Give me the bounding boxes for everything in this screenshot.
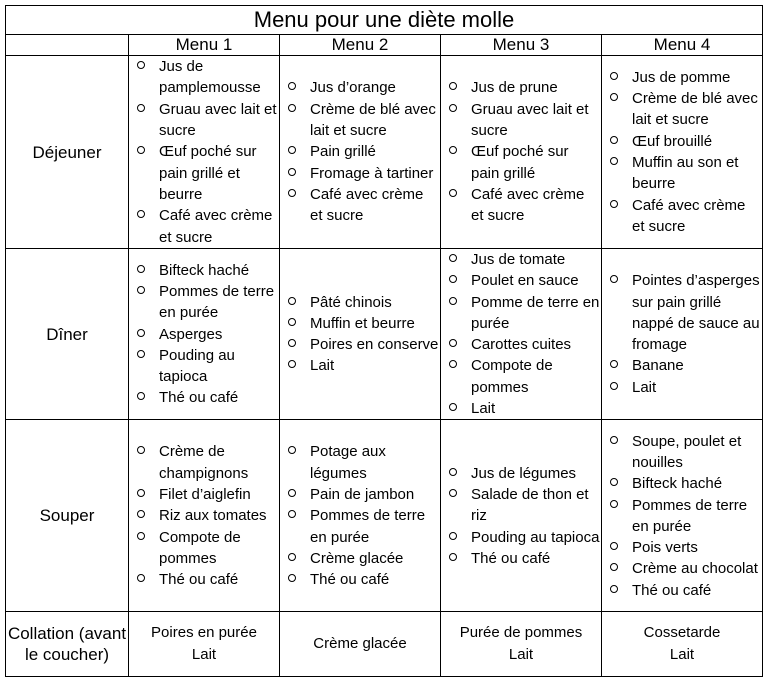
menu-item-list: [602, 67, 762, 237]
list-item: [280, 163, 440, 184]
menu-cell: [280, 420, 441, 612]
menu-cell: [602, 420, 763, 612]
collation-cell: [129, 612, 280, 677]
list-item: [280, 569, 440, 590]
list-item: [129, 387, 279, 408]
menu-item-text: Poulet en sauce: [471, 272, 579, 290]
collation-cell: [280, 612, 441, 677]
menu-item-list: [441, 463, 601, 569]
circle-bullet-icon: [137, 532, 145, 540]
list-item: [441, 463, 601, 484]
circle-bullet-icon: [137, 392, 145, 400]
menu-item-list: [602, 431, 762, 601]
circle-bullet-icon: [610, 436, 618, 444]
circle-bullet-icon: [610, 382, 618, 390]
circle-bullet-icon: [137, 61, 145, 69]
meal-label: Souper: [6, 420, 129, 612]
list-item: [441, 99, 601, 142]
menu-item-text: Lait: [632, 378, 657, 396]
list-item: [441, 355, 601, 398]
circle-bullet-icon: [449, 360, 457, 368]
meal-label: Dîner: [6, 249, 129, 420]
list-item: [129, 281, 279, 324]
menu-item-text: Gruau avec lait et sucre: [471, 100, 589, 140]
list-item: [441, 249, 601, 270]
list-item: [129, 505, 279, 526]
circle-bullet-icon: [288, 360, 296, 368]
column-header-menu-4: Menu 4: [602, 35, 763, 56]
circle-bullet-icon: [288, 146, 296, 154]
menu-item-list: [280, 441, 440, 590]
list-item: [129, 205, 279, 248]
list-item: [441, 398, 601, 419]
header-row: [6, 35, 763, 56]
collation-cell: [441, 612, 602, 677]
circle-bullet-icon: [137, 104, 145, 112]
list-item: [280, 484, 440, 505]
menu-cell: [280, 56, 441, 249]
collation-row: [6, 612, 763, 677]
collation-item: Lait: [669, 646, 695, 664]
menu-item-list: [129, 56, 279, 248]
menu-item-text: Thé ou café: [159, 389, 239, 407]
list-item: [129, 569, 279, 590]
list-item: [280, 548, 440, 569]
list-item: [441, 548, 601, 569]
list-item: [441, 77, 601, 98]
menu-item-list: [602, 270, 762, 398]
menu-cell: [441, 249, 602, 420]
menu-item-text: Asperges: [159, 325, 223, 343]
menu-item-text: Riz aux tomates: [159, 507, 267, 525]
circle-bullet-icon: [288, 446, 296, 454]
menu-item-text: Pouding au tapioca: [471, 528, 600, 546]
circle-bullet-icon: [610, 585, 618, 593]
circle-bullet-icon: [610, 563, 618, 571]
collation-item: Cossetarde: [643, 624, 721, 642]
menu-item-text: Crème de blé avec lait et sucre: [632, 90, 758, 129]
menu-item-text: Thé ou café: [632, 581, 712, 599]
menu-item-text: Banane: [632, 357, 684, 375]
list-item: [129, 527, 279, 570]
meal-row: [6, 56, 763, 249]
menu-item-text: Crème glacée: [310, 549, 404, 567]
list-item: [602, 377, 762, 398]
list-item: [602, 580, 762, 601]
circle-bullet-icon: [610, 200, 618, 208]
circle-bullet-icon: [137, 146, 145, 154]
menu-item-text: Soupe, poulet et nouilles: [632, 432, 742, 471]
circle-bullet-icon: [610, 542, 618, 550]
collation-label: Collation (avant le coucher): [6, 612, 129, 677]
menu-item-text: Filet d’aiglefin: [159, 485, 251, 503]
column-header-menu-3: Menu 3: [441, 35, 602, 56]
collation-cell: [602, 612, 763, 677]
list-item: [441, 184, 601, 227]
meal-row: [6, 249, 763, 420]
menu-item-text: Pomme de terre en purée: [471, 293, 600, 332]
list-item: [602, 537, 762, 558]
menu-item-text: Pommes de terre en purée: [632, 496, 748, 535]
list-item: [129, 260, 279, 281]
menu-item-text: Muffin au son et beurre: [632, 154, 739, 193]
circle-bullet-icon: [288, 574, 296, 582]
menu-item-text: Fromage à tartiner: [310, 164, 434, 182]
menu-item-text: Compote de pommes: [471, 357, 553, 396]
circle-bullet-icon: [137, 510, 145, 518]
menu-item-text: Café avec crème et sucre: [632, 196, 746, 235]
menu-item-text: Crème au chocolat: [632, 560, 758, 578]
list-item: [441, 484, 601, 527]
circle-bullet-icon: [288, 82, 296, 90]
list-item: [602, 88, 762, 131]
circle-bullet-icon: [610, 72, 618, 80]
menu-item-text: Café avec crème et sucre: [310, 185, 424, 225]
list-item: [129, 345, 279, 388]
list-item: [441, 527, 601, 548]
menu-item-text: Pommes de terre en purée: [310, 507, 426, 546]
menu-cell: [129, 56, 280, 249]
list-item: [441, 292, 601, 335]
menu-item-text: Lait: [310, 357, 335, 375]
circle-bullet-icon: [449, 489, 457, 497]
list-item: [602, 131, 762, 152]
list-item: [129, 56, 279, 99]
menu-item-text: Jus de pamplemousse: [159, 58, 261, 97]
circle-bullet-icon: [610, 93, 618, 101]
menu-item-text: Bifteck haché: [159, 261, 250, 279]
list-item: [280, 334, 440, 355]
list-item: [602, 67, 762, 88]
menu-item-text: Compote de pommes: [159, 528, 241, 567]
list-item: [602, 152, 762, 195]
menu-item-text: Œuf poché sur pain grillé: [471, 143, 569, 182]
menu-item-text: Muffin et beurre: [310, 314, 415, 332]
circle-bullet-icon: [137, 329, 145, 337]
menu-item-text: Bifteck haché: [632, 475, 723, 493]
menu-item-text: Lait: [471, 400, 496, 418]
menu-item-text: Poires en conserve: [310, 336, 439, 354]
list-item: [602, 495, 762, 538]
menu-item-list: [129, 441, 279, 590]
list-item: [280, 99, 440, 142]
circle-bullet-icon: [288, 489, 296, 497]
meal-label: Déjeuner: [6, 56, 129, 249]
diet-menu-table: [5, 5, 763, 677]
list-item: [441, 141, 601, 184]
circle-bullet-icon: [449, 532, 457, 540]
menu-item-text: Pommes de terre en purée: [159, 282, 275, 322]
list-item: [602, 355, 762, 376]
list-item: [602, 558, 762, 579]
menu-item-text: Pain grillé: [310, 143, 376, 161]
circle-bullet-icon: [137, 210, 145, 218]
menu-cell: [602, 249, 763, 420]
list-item: [602, 473, 762, 494]
circle-bullet-icon: [288, 318, 296, 326]
menu-item-text: Crème de champignons: [159, 443, 249, 482]
list-item: [602, 431, 762, 474]
list-item: [280, 77, 440, 98]
circle-bullet-icon: [449, 189, 457, 197]
menu-item-list: [441, 77, 601, 226]
menu-item-text: Carottes cuites: [471, 336, 572, 354]
list-item: [441, 270, 601, 291]
menu-item-text: Pois verts: [632, 539, 698, 557]
circle-bullet-icon: [449, 468, 457, 476]
circle-bullet-icon: [610, 478, 618, 486]
menu-item-list: [280, 77, 440, 226]
menu-item-text: Pouding au tapioca: [159, 346, 235, 386]
menu-item-text: Pointes d’asperges sur pain grillé nappé de sauce au fromage: [632, 272, 760, 354]
column-header-menu-1: Menu 1: [129, 35, 280, 56]
menu-cell: [441, 56, 602, 249]
list-item: [602, 195, 762, 238]
menu-item-text: Thé ou café: [471, 549, 551, 567]
menu-item-text: Café avec crème et sucre: [471, 185, 585, 225]
circle-bullet-icon: [449, 297, 457, 305]
circle-bullet-icon: [449, 553, 457, 561]
menu-item-list: [129, 260, 279, 409]
menu-item-text: Jus de légumes: [471, 464, 577, 482]
list-item: [280, 355, 440, 376]
meal-row: [6, 420, 763, 612]
menu-item-list: [441, 249, 601, 419]
menu-item-text: Thé ou café: [310, 571, 390, 589]
circle-bullet-icon: [449, 403, 457, 411]
circle-bullet-icon: [610, 275, 618, 283]
list-item: [280, 141, 440, 162]
collation-item: Lait: [508, 646, 534, 664]
menu-item-text: Jus de prune: [471, 79, 558, 97]
menu-item-text: Potage aux légumes: [310, 443, 386, 482]
circle-bullet-icon: [288, 297, 296, 305]
circle-bullet-icon: [288, 553, 296, 561]
collation-item: Poires en purée: [151, 624, 257, 642]
circle-bullet-icon: [449, 104, 457, 112]
circle-bullet-icon: [137, 489, 145, 497]
circle-bullet-icon: [137, 446, 145, 454]
menu-item-text: Jus de tomate: [471, 251, 566, 268]
menu-item-text: Crème de blé avec lait et sucre: [310, 100, 436, 140]
menu-item-text: Pâté chinois: [310, 293, 392, 311]
menu-item-text: Salade de thon et riz: [471, 485, 589, 525]
list-item: [441, 334, 601, 355]
circle-bullet-icon: [449, 254, 457, 262]
circle-bullet-icon: [288, 339, 296, 347]
list-item: [129, 484, 279, 505]
menu-item-text: Thé ou café: [159, 571, 239, 589]
list-item: [129, 99, 279, 142]
circle-bullet-icon: [137, 574, 145, 582]
list-item: [129, 141, 279, 205]
circle-bullet-icon: [288, 189, 296, 197]
circle-bullet-icon: [610, 360, 618, 368]
menu-cell: [129, 420, 280, 612]
list-item: [280, 441, 440, 484]
menu-item-text: Pain de jambon: [310, 485, 415, 503]
circle-bullet-icon: [449, 339, 457, 347]
menu-item-text: Jus de pomme: [632, 68, 731, 86]
menu-cell: [602, 56, 763, 249]
circle-bullet-icon: [449, 146, 457, 154]
collation-item: Crème glacée: [313, 635, 407, 653]
list-item: [129, 324, 279, 345]
column-header-menu-2: Menu 2: [280, 35, 441, 56]
circle-bullet-icon: [288, 168, 296, 176]
menu-item-text: Café avec crème et sucre: [159, 207, 273, 246]
circle-bullet-icon: [137, 286, 145, 294]
menu-cell: [441, 420, 602, 612]
list-item: [602, 270, 762, 355]
menu-cell: [129, 249, 280, 420]
menu-cell: [280, 249, 441, 420]
circle-bullet-icon: [137, 350, 145, 358]
list-item: [280, 505, 440, 548]
menu-item-text: Œuf poché sur pain grillé et beurre: [159, 143, 257, 203]
header-empty-cell: [6, 35, 129, 56]
circle-bullet-icon: [610, 157, 618, 165]
table-title: Menu pour une diète molle: [6, 6, 763, 35]
menu-item-text: Gruau avec lait et sucre: [159, 100, 277, 140]
circle-bullet-icon: [288, 104, 296, 112]
title-row: [6, 6, 763, 35]
menu-item-list: [280, 292, 440, 377]
circle-bullet-icon: [449, 82, 457, 90]
menu-item-text: Jus d’orange: [310, 79, 396, 97]
circle-bullet-icon: [288, 510, 296, 518]
list-item: [280, 292, 440, 313]
circle-bullet-icon: [610, 136, 618, 144]
circle-bullet-icon: [449, 275, 457, 283]
menu-item-text: Œuf brouillé: [632, 132, 713, 150]
circle-bullet-icon: [137, 265, 145, 273]
collation-item: Lait: [191, 646, 217, 664]
list-item: [280, 313, 440, 334]
list-item: [129, 441, 279, 484]
circle-bullet-icon: [610, 500, 618, 508]
list-item: [280, 184, 440, 227]
collation-item: Purée de pommes: [459, 624, 583, 642]
